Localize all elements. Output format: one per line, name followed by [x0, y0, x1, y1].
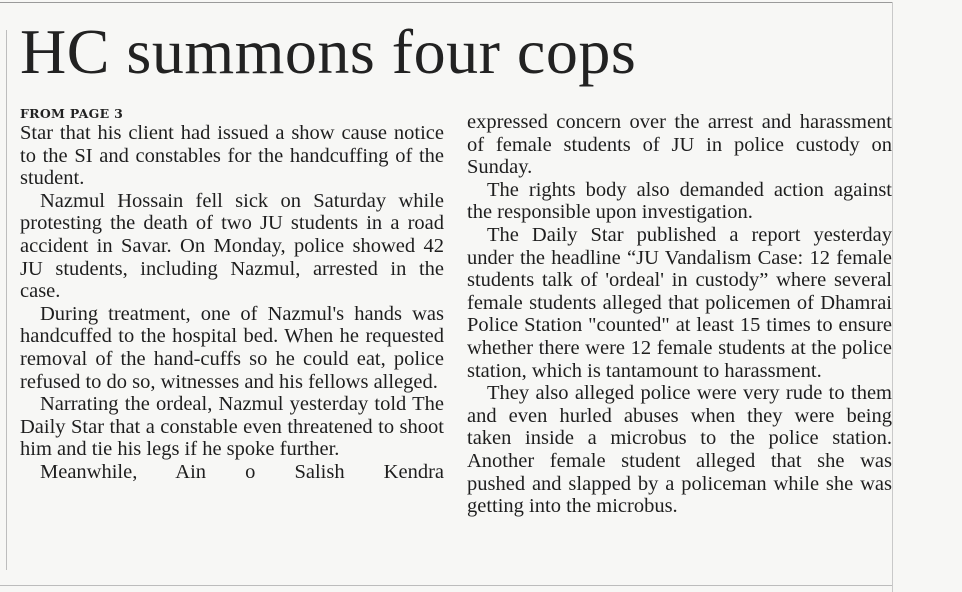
left-rule: [6, 30, 7, 570]
paragraph: Narrating the ordeal, Nazmul yesterday told The Daily Star that a constable even threatened to shoot him and tie his legs if he spoke further.: [20, 393, 444, 461]
paragraph: The rights body also demanded action against the responsible upon investigation.: [467, 178, 892, 224]
bottom-rule: [0, 585, 892, 586]
right-rule: [892, 2, 893, 592]
paragraph: They also alleged police were very rude to them and even hurled abuses when they were being taken inside a microbus to the police station. Another female student alleged that she was pushed and slapped by a policeman while she was getting into the microbus.: [467, 382, 892, 518]
paragraph: During treatment, one of Nazmul's hands was handcuffed to the hospital bed. When he requested removal of the hand-cuffs so he could eat, police refused to do so, witnesses and his fellows alleged.: [20, 302, 444, 393]
paragraph: expressed concern over the arrest and harassment of female students of JU in police custody on Sunday.: [467, 111, 892, 179]
paragraph: Nazmul Hossain fell sick on Saturday while protesting the death of two JU students in a road accident in Savar. On Monday, police showed 42 JU students, including Nazmul, arrested in the case.: [20, 189, 444, 303]
headline: HC summons four cops: [20, 16, 637, 87]
top-rule: [0, 2, 892, 3]
paragraph: The Daily Star published a report yesterday under the headline “JU Vandalism Case: 12 female students talk of 'ordeal' in custody” where several female students alleged that policemen of Dhamrai Police Station "counted" at least 15 times to ensure whether there were 12 female students at the police station, which is tantamount to harassment.: [467, 223, 892, 382]
right-column: [467, 111, 892, 518]
paragraph: Star that his client had issued a show cause notice to the SI and constables for the handcuffing of the student.: [20, 122, 444, 190]
jump-label: FROM PAGE 3: [20, 106, 124, 121]
paragraph: Meanwhile, Ain o Salish Kendra: [40, 460, 444, 483]
left-column: [20, 106, 444, 484]
